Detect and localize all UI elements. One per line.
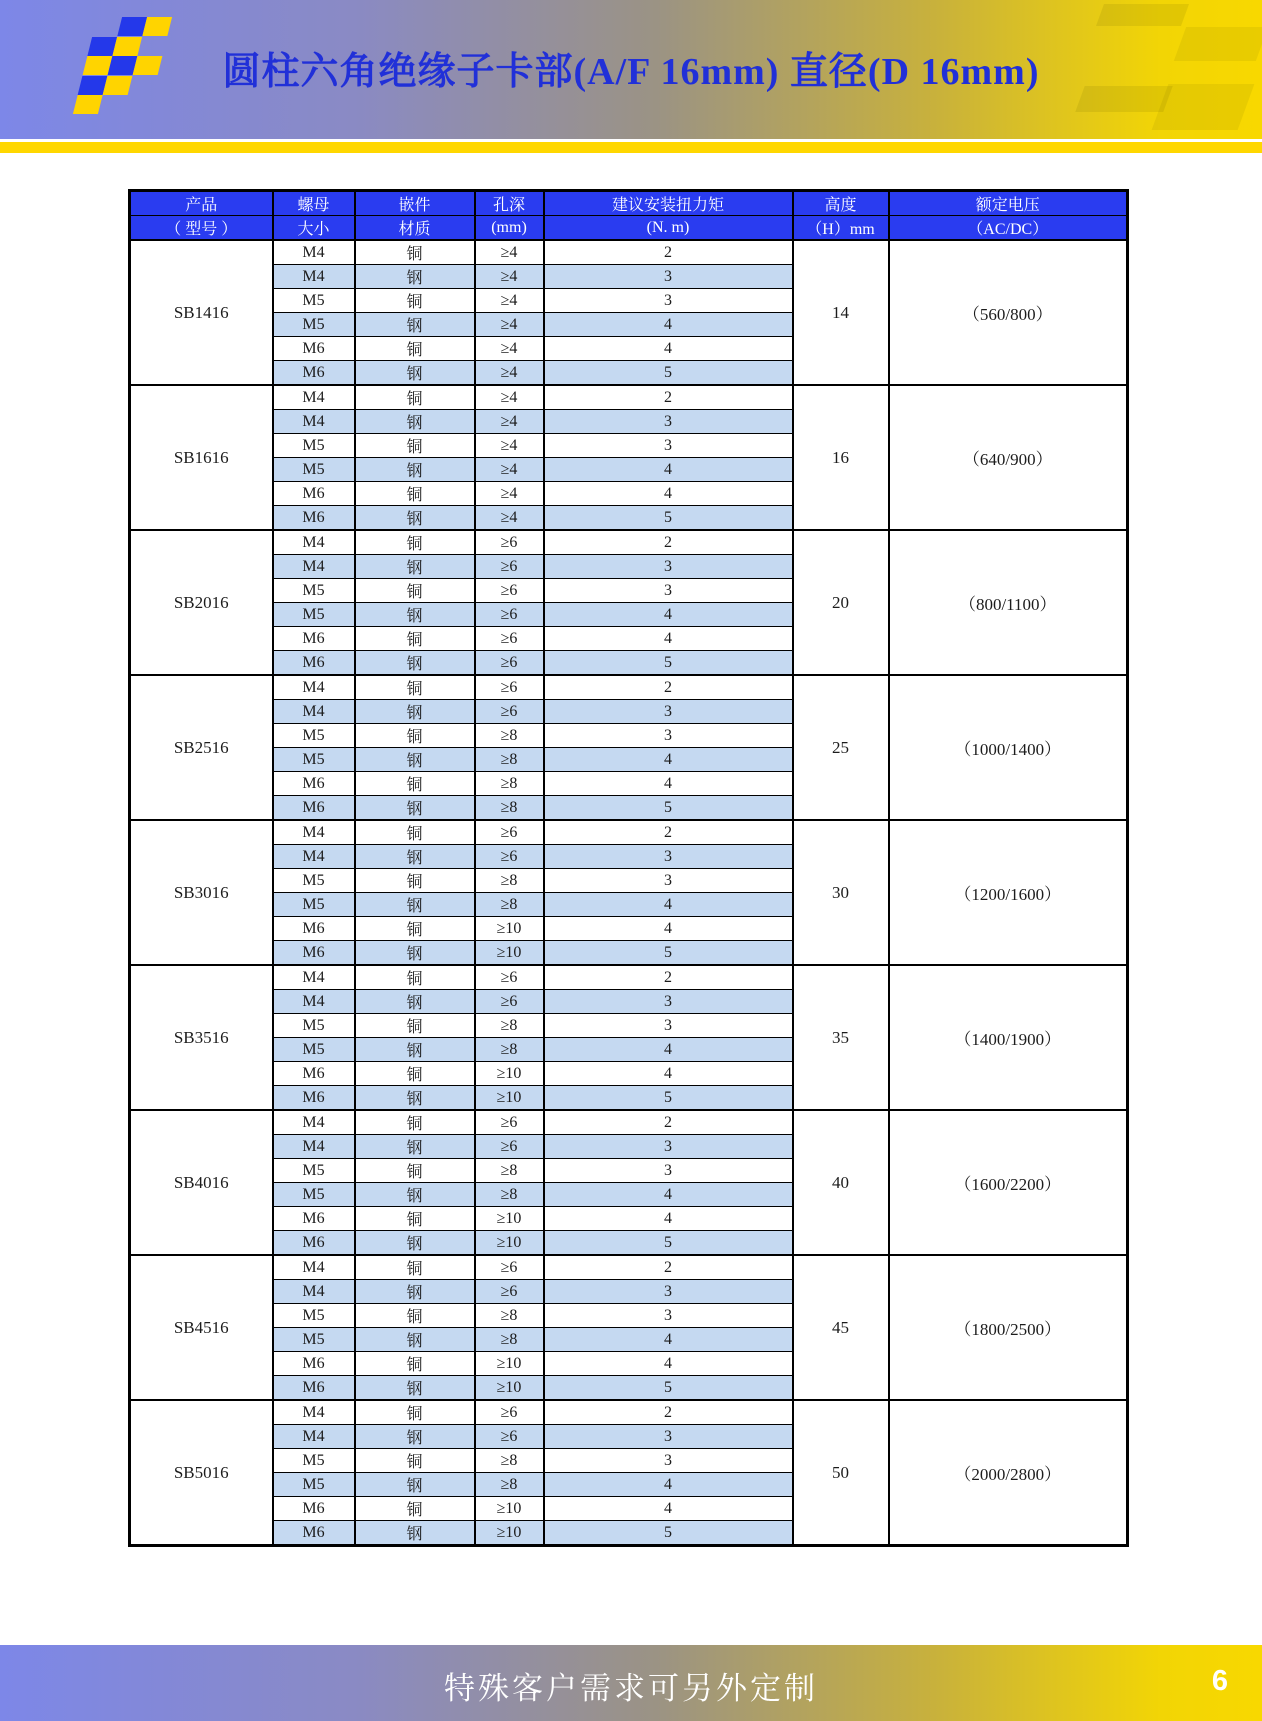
depth-cell: ≥8 <box>475 1038 544 1062</box>
material-cell: 钢 <box>355 941 475 966</box>
material-cell: 铜 <box>355 579 475 603</box>
depth-cell: ≥4 <box>475 265 544 289</box>
spec-row <box>130 1400 1128 1425</box>
material-cell: 铜 <box>355 530 475 555</box>
size-cell: M5 <box>273 869 355 893</box>
torque-cell: 4 <box>544 1062 793 1086</box>
depth-cell: ≥6 <box>475 627 544 651</box>
material-cell: 铜 <box>355 1352 475 1376</box>
size-cell: M4 <box>273 700 355 724</box>
torque-cell: 2 <box>544 1400 793 1425</box>
material-cell: 铜 <box>355 1062 475 1086</box>
material-cell: 钢 <box>355 700 475 724</box>
torque-cell: 3 <box>544 724 793 748</box>
spec-row <box>130 1110 1128 1135</box>
size-cell: M6 <box>273 772 355 796</box>
size-cell: M6 <box>273 917 355 941</box>
spec-row <box>130 965 1128 990</box>
header-cell: （H）mm <box>793 216 889 241</box>
torque-cell: 4 <box>544 1497 793 1521</box>
depth-cell: ≥10 <box>475 1352 544 1376</box>
depth-cell: ≥6 <box>475 965 544 990</box>
torque-cell: 2 <box>544 240 793 265</box>
torque-cell: 3 <box>544 1280 793 1304</box>
depth-cell: ≥6 <box>475 530 544 555</box>
torque-cell: 2 <box>544 385 793 410</box>
spec-table-container <box>128 189 1129 1547</box>
size-cell: M6 <box>273 941 355 966</box>
size-cell: M6 <box>273 1521 355 1546</box>
depth-cell: ≥10 <box>475 1086 544 1111</box>
size-cell: M5 <box>273 1473 355 1497</box>
voltage-cell: （1600/2200） <box>889 1110 1128 1255</box>
size-cell: M4 <box>273 410 355 434</box>
header-cell: 产品 <box>130 191 273 216</box>
size-cell: M4 <box>273 1110 355 1135</box>
depth-cell: ≥8 <box>475 1449 544 1473</box>
header-cell: 材质 <box>355 216 475 241</box>
size-cell: M6 <box>273 1231 355 1256</box>
voltage-cell: （1200/1600） <box>889 820 1128 965</box>
header-cell: 额定电压 <box>889 191 1128 216</box>
size-cell: M5 <box>273 313 355 337</box>
torque-cell: 4 <box>544 482 793 506</box>
material-cell: 钢 <box>355 361 475 386</box>
height-cell: 35 <box>793 965 889 1110</box>
torque-cell: 4 <box>544 1352 793 1376</box>
torque-cell: 5 <box>544 506 793 531</box>
header-cell: 建议安装扭力矩 <box>544 191 793 216</box>
torque-cell: 3 <box>544 579 793 603</box>
material-cell: 钢 <box>355 1425 475 1449</box>
torque-cell: 4 <box>544 1207 793 1231</box>
torque-cell: 4 <box>544 603 793 627</box>
torque-cell: 4 <box>544 1473 793 1497</box>
material-cell: 铜 <box>355 1304 475 1328</box>
depth-cell: ≥4 <box>475 313 544 337</box>
height-cell: 14 <box>793 240 889 385</box>
voltage-cell: （560/800） <box>889 240 1128 385</box>
torque-cell: 3 <box>544 265 793 289</box>
size-cell: M6 <box>273 627 355 651</box>
model-cell: SB1416 <box>130 240 273 385</box>
spec-table-body <box>130 240 1128 1546</box>
depth-cell: ≥4 <box>475 458 544 482</box>
depth-cell: ≥8 <box>475 724 544 748</box>
size-cell: M5 <box>273 1304 355 1328</box>
depth-cell: ≥10 <box>475 1207 544 1231</box>
depth-cell: ≥6 <box>475 1400 544 1425</box>
size-cell: M4 <box>273 845 355 869</box>
depth-cell: ≥6 <box>475 1280 544 1304</box>
size-cell: M6 <box>273 1497 355 1521</box>
size-cell: M5 <box>273 893 355 917</box>
torque-cell: 3 <box>544 990 793 1014</box>
depth-cell: ≥6 <box>475 675 544 700</box>
size-cell: M6 <box>273 1207 355 1231</box>
torque-cell: 3 <box>544 434 793 458</box>
torque-cell: 5 <box>544 1231 793 1256</box>
depth-cell: ≥6 <box>475 1135 544 1159</box>
torque-cell: 3 <box>544 1135 793 1159</box>
material-cell: 钢 <box>355 1328 475 1352</box>
size-cell: M4 <box>273 555 355 579</box>
size-cell: M4 <box>273 1425 355 1449</box>
depth-cell: ≥6 <box>475 651 544 676</box>
size-cell: M5 <box>273 434 355 458</box>
material-cell: 铜 <box>355 820 475 845</box>
logo-tile-yellow <box>73 95 103 114</box>
torque-cell: 3 <box>544 869 793 893</box>
material-cell: 铜 <box>355 1014 475 1038</box>
page-number: 6 <box>1211 1665 1228 1697</box>
model-cell: SB3516 <box>130 965 273 1110</box>
depth-cell: ≥8 <box>475 869 544 893</box>
material-cell: 钢 <box>355 1086 475 1111</box>
material-cell: 钢 <box>355 845 475 869</box>
depth-cell: ≥8 <box>475 1473 544 1497</box>
model-cell: SB4016 <box>130 1110 273 1255</box>
size-cell: M4 <box>273 990 355 1014</box>
torque-cell: 2 <box>544 675 793 700</box>
size-cell: M5 <box>273 1328 355 1352</box>
size-cell: M4 <box>273 385 355 410</box>
header-accent-strip <box>0 142 1262 153</box>
height-cell: 16 <box>793 385 889 530</box>
height-cell: 25 <box>793 675 889 820</box>
torque-cell: 3 <box>544 1014 793 1038</box>
voltage-cell: （1000/1400） <box>889 675 1128 820</box>
material-cell: 钢 <box>355 603 475 627</box>
depth-cell: ≥6 <box>475 700 544 724</box>
torque-cell: 4 <box>544 1183 793 1207</box>
page-title: 圆柱六角绝缘子卡部(A/F 16mm) 直径(D 16mm) <box>222 51 1040 93</box>
size-cell: M5 <box>273 748 355 772</box>
material-cell: 钢 <box>355 458 475 482</box>
size-cell: M5 <box>273 1449 355 1473</box>
size-cell: M6 <box>273 361 355 386</box>
torque-cell: 2 <box>544 1110 793 1135</box>
depth-cell: ≥6 <box>475 555 544 579</box>
material-cell: 铜 <box>355 337 475 361</box>
height-cell: 50 <box>793 1400 889 1546</box>
torque-cell: 5 <box>544 361 793 386</box>
size-cell: M5 <box>273 458 355 482</box>
material-cell: 钢 <box>355 1376 475 1401</box>
material-cell: 钢 <box>355 410 475 434</box>
material-cell: 铜 <box>355 724 475 748</box>
material-cell: 铜 <box>355 482 475 506</box>
material-cell: 钢 <box>355 1038 475 1062</box>
logo-tile-yellow <box>142 17 172 36</box>
material-cell: 铜 <box>355 1400 475 1425</box>
depth-cell: ≥10 <box>475 1376 544 1401</box>
size-cell: M5 <box>273 289 355 313</box>
depth-cell: ≥4 <box>475 385 544 410</box>
size-cell: M4 <box>273 1400 355 1425</box>
depth-cell: ≥10 <box>475 917 544 941</box>
depth-cell: ≥8 <box>475 1014 544 1038</box>
material-cell: 钢 <box>355 1135 475 1159</box>
height-cell: 20 <box>793 530 889 675</box>
depth-cell: ≥4 <box>475 337 544 361</box>
size-cell: M4 <box>273 240 355 265</box>
spec-row <box>130 1255 1128 1280</box>
material-cell: 铜 <box>355 965 475 990</box>
height-cell: 40 <box>793 1110 889 1255</box>
size-cell: M5 <box>273 724 355 748</box>
material-cell: 铜 <box>355 385 475 410</box>
header-cell: 高度 <box>793 191 889 216</box>
material-cell: 钢 <box>355 1521 475 1546</box>
size-cell: M5 <box>273 579 355 603</box>
material-cell: 钢 <box>355 555 475 579</box>
material-cell: 铜 <box>355 917 475 941</box>
spec-row <box>130 675 1128 700</box>
depth-cell: ≥8 <box>475 1183 544 1207</box>
depth-cell: ≥6 <box>475 1110 544 1135</box>
header-cell: (N. m) <box>544 216 793 241</box>
torque-cell: 4 <box>544 893 793 917</box>
depth-cell: ≥4 <box>475 410 544 434</box>
material-cell: 铜 <box>355 1159 475 1183</box>
depth-cell: ≥6 <box>475 990 544 1014</box>
torque-cell: 5 <box>544 651 793 676</box>
depth-cell: ≥8 <box>475 748 544 772</box>
material-cell: 钢 <box>355 651 475 676</box>
size-cell: M5 <box>273 1183 355 1207</box>
torque-cell: 3 <box>544 1449 793 1473</box>
depth-cell: ≥8 <box>475 796 544 821</box>
torque-cell: 4 <box>544 337 793 361</box>
material-cell: 铜 <box>355 434 475 458</box>
size-cell: M6 <box>273 1086 355 1111</box>
torque-cell: 4 <box>544 458 793 482</box>
spec-table-head <box>130 191 1128 241</box>
torque-cell: 5 <box>544 1521 793 1546</box>
depth-cell: ≥4 <box>475 434 544 458</box>
depth-cell: ≥4 <box>475 482 544 506</box>
spec-row <box>130 385 1128 410</box>
depth-cell: ≥10 <box>475 1231 544 1256</box>
size-cell: M6 <box>273 482 355 506</box>
material-cell: 铜 <box>355 1207 475 1231</box>
depth-cell: ≥10 <box>475 941 544 966</box>
torque-cell: 5 <box>544 1086 793 1111</box>
banner-decor-parallelogram <box>1096 4 1189 26</box>
torque-cell: 4 <box>544 627 793 651</box>
model-cell: SB4516 <box>130 1255 273 1400</box>
depth-cell: ≥10 <box>475 1062 544 1086</box>
depth-cell: ≥6 <box>475 603 544 627</box>
depth-cell: ≥8 <box>475 772 544 796</box>
spec-row <box>130 240 1128 265</box>
size-cell: M4 <box>273 1280 355 1304</box>
torque-cell: 4 <box>544 313 793 337</box>
header-cell: (mm) <box>475 216 544 241</box>
header-cell: 嵌件 <box>355 191 475 216</box>
voltage-cell: （640/900） <box>889 385 1128 530</box>
size-cell: M6 <box>273 506 355 531</box>
depth-cell: ≥8 <box>475 1304 544 1328</box>
material-cell: 铜 <box>355 289 475 313</box>
depth-cell: ≥10 <box>475 1497 544 1521</box>
header-cell: （AC/DC） <box>889 216 1128 241</box>
material-cell: 钢 <box>355 265 475 289</box>
depth-cell: ≥8 <box>475 893 544 917</box>
torque-cell: 4 <box>544 917 793 941</box>
header-cell: 螺母 <box>273 191 355 216</box>
torque-cell: 3 <box>544 555 793 579</box>
depth-cell: ≥4 <box>475 361 544 386</box>
model-cell: SB2016 <box>130 530 273 675</box>
material-cell: 钢 <box>355 1183 475 1207</box>
torque-cell: 4 <box>544 772 793 796</box>
torque-cell: 3 <box>544 700 793 724</box>
size-cell: M6 <box>273 337 355 361</box>
material-cell: 钢 <box>355 990 475 1014</box>
voltage-cell: （800/1100） <box>889 530 1128 675</box>
torque-cell: 2 <box>544 965 793 990</box>
height-cell: 45 <box>793 1255 889 1400</box>
torque-cell: 3 <box>544 289 793 313</box>
header-cell: 大小 <box>273 216 355 241</box>
footer-banner <box>0 1645 1262 1721</box>
depth-cell: ≥6 <box>475 579 544 603</box>
model-cell: SB2516 <box>130 675 273 820</box>
size-cell: M6 <box>273 1062 355 1086</box>
size-cell: M6 <box>273 651 355 676</box>
torque-cell: 5 <box>544 796 793 821</box>
size-cell: M4 <box>273 820 355 845</box>
torque-cell: 3 <box>544 845 793 869</box>
header-cell: （ 型号 ） <box>130 216 273 241</box>
footer-note: 特殊客户需求可另外定制 <box>444 1671 818 1706</box>
depth-cell: ≥6 <box>475 845 544 869</box>
voltage-cell: （1800/2500） <box>889 1255 1128 1400</box>
torque-cell: 2 <box>544 530 793 555</box>
model-cell: SB5016 <box>130 1400 273 1546</box>
header-cell: 孔深 <box>475 191 544 216</box>
size-cell: M4 <box>273 265 355 289</box>
header-row-2 <box>130 216 1128 241</box>
size-cell: M4 <box>273 530 355 555</box>
depth-cell: ≥6 <box>475 1255 544 1280</box>
depth-cell: ≥4 <box>475 289 544 313</box>
size-cell: M5 <box>273 603 355 627</box>
material-cell: 铜 <box>355 1449 475 1473</box>
material-cell: 铜 <box>355 869 475 893</box>
voltage-cell: （2000/2800） <box>889 1400 1128 1546</box>
material-cell: 铜 <box>355 627 475 651</box>
torque-cell: 4 <box>544 1328 793 1352</box>
header-row-1 <box>130 191 1128 216</box>
size-cell: M4 <box>273 965 355 990</box>
material-cell: 钢 <box>355 1231 475 1256</box>
torque-cell: 2 <box>544 1255 793 1280</box>
material-cell: 铜 <box>355 675 475 700</box>
spec-row <box>130 530 1128 555</box>
material-cell: 铜 <box>355 1255 475 1280</box>
material-cell: 钢 <box>355 1280 475 1304</box>
size-cell: M5 <box>273 1159 355 1183</box>
size-cell: M6 <box>273 796 355 821</box>
size-cell: M4 <box>273 1135 355 1159</box>
material-cell: 铜 <box>355 240 475 265</box>
depth-cell: ≥8 <box>475 1328 544 1352</box>
size-cell: M4 <box>273 1255 355 1280</box>
torque-cell: 4 <box>544 1038 793 1062</box>
material-cell: 铜 <box>355 772 475 796</box>
material-cell: 钢 <box>355 313 475 337</box>
spec-table <box>128 189 1129 1547</box>
torque-cell: 3 <box>544 1159 793 1183</box>
material-cell: 钢 <box>355 1473 475 1497</box>
size-cell: M6 <box>273 1352 355 1376</box>
material-cell: 铜 <box>355 1110 475 1135</box>
height-cell: 30 <box>793 820 889 965</box>
depth-cell: ≥6 <box>475 820 544 845</box>
depth-cell: ≥8 <box>475 1159 544 1183</box>
material-cell: 铜 <box>355 1497 475 1521</box>
torque-cell: 3 <box>544 410 793 434</box>
model-cell: SB1616 <box>130 385 273 530</box>
material-cell: 钢 <box>355 796 475 821</box>
spec-row <box>130 820 1128 845</box>
size-cell: M6 <box>273 1376 355 1401</box>
size-cell: M5 <box>273 1014 355 1038</box>
torque-cell: 3 <box>544 1425 793 1449</box>
depth-cell: ≥6 <box>475 1425 544 1449</box>
torque-cell: 5 <box>544 1376 793 1401</box>
header-banner <box>0 0 1262 139</box>
material-cell: 钢 <box>355 748 475 772</box>
size-cell: M4 <box>273 675 355 700</box>
torque-cell: 2 <box>544 820 793 845</box>
torque-cell: 4 <box>544 748 793 772</box>
depth-cell: ≥4 <box>475 240 544 265</box>
torque-cell: 5 <box>544 941 793 966</box>
size-cell: M5 <box>273 1038 355 1062</box>
torque-cell: 3 <box>544 1304 793 1328</box>
depth-cell: ≥10 <box>475 1521 544 1546</box>
material-cell: 钢 <box>355 506 475 531</box>
model-cell: SB3016 <box>130 820 273 965</box>
material-cell: 钢 <box>355 893 475 917</box>
voltage-cell: （1400/1900） <box>889 965 1128 1110</box>
depth-cell: ≥4 <box>475 506 544 531</box>
